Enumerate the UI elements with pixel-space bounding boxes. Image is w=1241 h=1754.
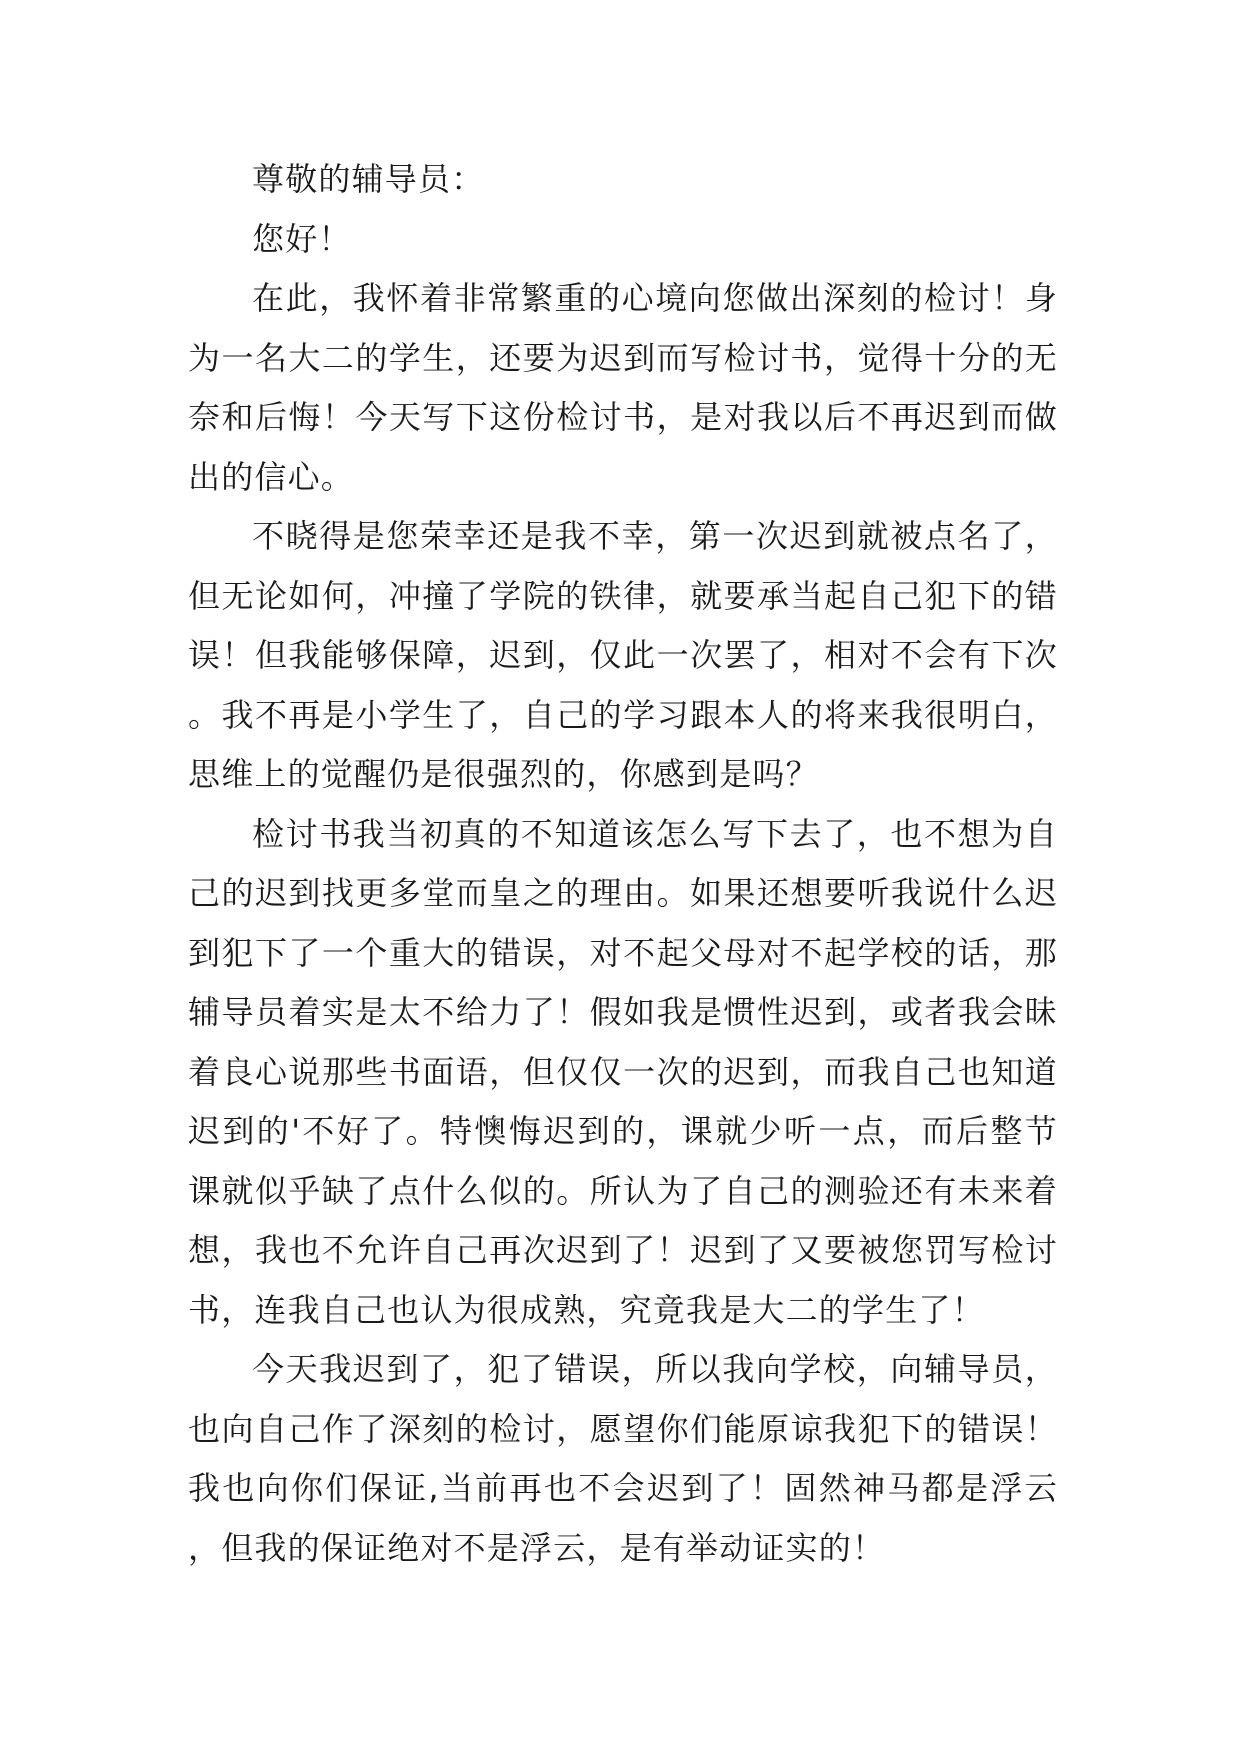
paragraph-1: 在此，我怀着非常繁重的心境向您做出深刻的检讨！身为一名大二的学生，还要为迟到而写检讨书，觉得十分的无奈和后悔！今天写下这份检讨书，是对我以后不再迟到而做出的信心。 xyxy=(188,279,1058,496)
paragraph-4: 今天我迟到了，犯了错误，所以我向学校，向辅导员，也向自己作了深刻的检讨，愿望你们能原谅我犯下的错误！我也向你们保证,当前再也不会迟到了！固然神马都是浮云，但我的保证绝对不是浮云，是有举动证实的！ xyxy=(188,1350,1058,1567)
salutation: 尊敬的辅导员： xyxy=(252,160,485,198)
letter-body xyxy=(188,150,1058,1578)
greeting: 您好！ xyxy=(252,219,352,258)
paragraph-3: 检讨书我当初真的不知道该怎么写下去了，也不想为自己的迟到找更多堂而皇之的理由。如果还想要听我说什么迟到犯下了一个重大的错误，对不起父母对不起学校的话，那辅导员着实是太不给力了！假如我是惯性迟到，或者我会昧着良心说那些书面语，但仅仅一次的迟到，而我自己也知道迟到的'不好了。特懊悔迟到的，课就少听一点，而后整节课就似乎缺了点什么似的。所认为了自己的测验还有未来着想，我也不允许自己再次迟到了！迟到了又要被您罚写检讨书，连我自己也认为很成熟，究竟我是大二的学生了！ xyxy=(188,814,1058,1329)
paragraph-2: 不晓得是您荣幸还是我不幸，第一次迟到就被点名了，但无论如何，冲撞了学院的铁律，就要承当起自己犯下的错误！但我能够保障，迟到，仅此一次罢了，相对不会有下次。我不再是小学生了，自己的学习跟本人的将来我很明白，思维上的觉醒仍是很强烈的，你感到是吗？ xyxy=(188,517,1058,793)
